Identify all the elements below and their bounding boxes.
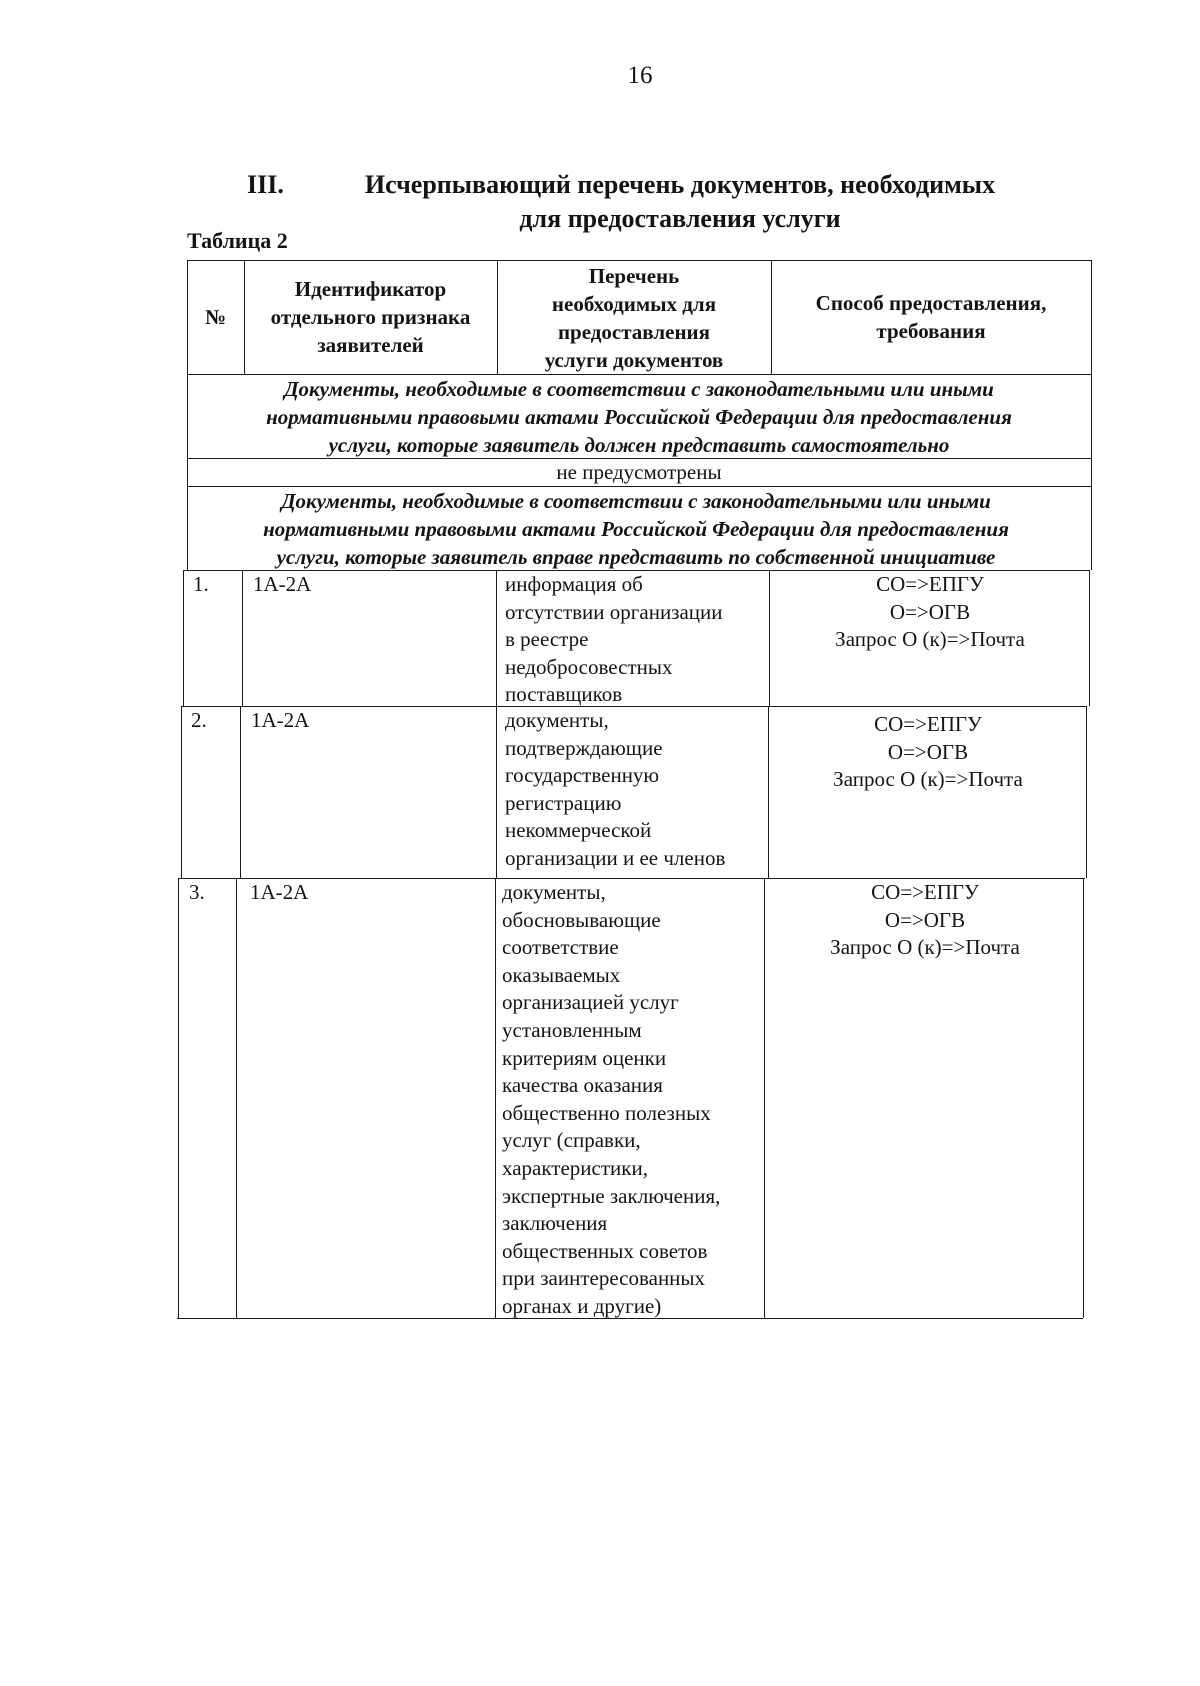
col-divider-2 [495, 878, 496, 1318]
row-3-num: 3. [189, 880, 205, 904]
row-3-document-line: соответствие [502, 935, 619, 960]
col-divider-1 [242, 570, 243, 706]
row-3-document-line: при заинтересованных [502, 1266, 706, 1291]
header-documents [497, 262, 771, 374]
row-2-identifier: 1А-2А [251, 708, 310, 732]
row-1-num: 1. [193, 572, 209, 596]
row-1-method-line: СО=>ЕПГУ [876, 572, 984, 596]
row-2-method [769, 711, 1087, 794]
row-3-document-line: документы, [502, 880, 606, 904]
row-3-document-line: общественных советов [502, 1238, 708, 1263]
row-2-document-line: некоммерческой [505, 818, 652, 843]
col-divider-3 [769, 570, 770, 706]
row-3-document-line: заключения [502, 1211, 608, 1236]
row-1-document-line: в реестре [505, 627, 589, 652]
header-num [187, 262, 244, 372]
header-documents-line: Перечень [588, 264, 680, 288]
section-numeral: III. [247, 170, 284, 199]
row-2-method-line: Запрос О (к)=>Почта [833, 767, 1023, 792]
col-divider-1 [240, 706, 241, 878]
header-identifier-line: отдельного признака [270, 305, 471, 329]
row-3-method-line: Запрос О (к)=>Почта [830, 935, 1020, 960]
group1-title [189, 375, 1089, 459]
col-divider-1 [236, 878, 237, 1318]
col-divider-3 [764, 878, 765, 1318]
row-2-document-line: подтверждающие [505, 735, 663, 760]
col-divider-2 [496, 706, 497, 878]
group1-title-line: услуги, которые заявитель должен представить самостоятельно [328, 433, 950, 457]
section-heading-line-2: для предоставления услуги [519, 204, 841, 233]
group1-title-line: Документы, необходимые в соответствии с законодательными или иными [284, 377, 994, 401]
row-3-document-line: качества оказания [502, 1073, 663, 1098]
table-border-left-body [178, 878, 179, 1318]
row-1-document [505, 571, 723, 709]
header-identifier [244, 262, 497, 372]
row-3-document-line: услуг (справки, [502, 1128, 641, 1153]
table-label: Таблица 2 [187, 228, 288, 253]
row-3-identifier: 1А-2А [250, 880, 309, 904]
table-border-right [1091, 260, 1092, 570]
row-1-document-line: отсутствии организации [505, 599, 723, 624]
row-2-document-line: документы, [505, 708, 609, 732]
row-3-document-line: общественно полезных [502, 1100, 711, 1125]
header-documents-line: предоставления [557, 320, 711, 344]
section-heading [300, 168, 1060, 236]
row-3-document [502, 879, 720, 1321]
header-identifier-line: Идентификатор [294, 277, 447, 301]
header-method-line: требования [876, 319, 986, 343]
group2-title-line: нормативными правовыми актами Российской Федерации для предоставления [263, 517, 1009, 541]
row-2-document-line: регистрацию [505, 790, 622, 815]
row-3-document-line: оказываемых [502, 962, 621, 987]
row-3-document-line: критериям оценки [502, 1045, 667, 1070]
page-number: 16 [627, 62, 653, 89]
row-1-method-line: О=>ОГВ [889, 599, 971, 624]
row-2-document-line: государственную [505, 763, 660, 788]
row-3-method [766, 879, 1084, 962]
header-method-line: Способ предоставления, [815, 291, 1047, 315]
row-2-method-line: О=>ОГВ [887, 739, 969, 764]
header-identifier-line: заявителей [317, 333, 424, 357]
section-heading-line-1: Исчерпывающий перечень документов, необходимых [364, 170, 996, 199]
row-1-document-line: поставщиков [505, 682, 623, 707]
table-border-right-body [1089, 570, 1090, 706]
row-3-document-line: органах и другие) [502, 1293, 662, 1318]
row-3-document-line: экспертные заключения, [502, 1183, 721, 1208]
header-num-text: № [204, 305, 227, 329]
row-2-document [505, 707, 725, 873]
row-1-identifier: 1А-2А [253, 572, 312, 596]
header-documents-line: необходимых для [551, 292, 717, 316]
group2-title-line: Документы, необходимые в соответствии с законодательными или иными [281, 489, 991, 513]
row-3-document-line: обосновывающие [502, 907, 661, 932]
row-3-document-line: установленным [502, 1017, 642, 1042]
row-3-method-line: СО=>ЕПГУ [871, 880, 979, 904]
row-1-document-line: недобросовестных [505, 654, 673, 679]
table-border-top [187, 260, 1092, 261]
table-border-left-body [183, 570, 184, 706]
header-documents-line: услуги документов [544, 348, 724, 372]
group1-note: не предусмотрены [556, 460, 722, 484]
row-3-method-line: О=>ОГВ [884, 907, 966, 932]
row-2-num: 2. [191, 708, 207, 732]
row-1-document-line: информация об [505, 572, 643, 596]
table-border-left-body [181, 706, 182, 878]
row-1-method-line: Запрос О (к)=>Почта [835, 627, 1025, 652]
group1-title-line: нормативными правовыми актами Российской Федерации для предоставления [266, 405, 1012, 429]
row-1-method [771, 571, 1089, 654]
row-3-document-line: организацией услуг [502, 990, 679, 1015]
row-2-document-line: организации и ее членов [505, 845, 726, 870]
row-2-method-line: СО=>ЕПГУ [874, 712, 982, 736]
group2-title-line: услуги, которые заявитель вправе представить по собственной инициативе [276, 545, 996, 569]
header-method [771, 262, 1091, 372]
row-3-document-line: характеристики, [502, 1155, 648, 1180]
col-divider-2 [496, 570, 497, 706]
group2-title [185, 487, 1087, 571]
